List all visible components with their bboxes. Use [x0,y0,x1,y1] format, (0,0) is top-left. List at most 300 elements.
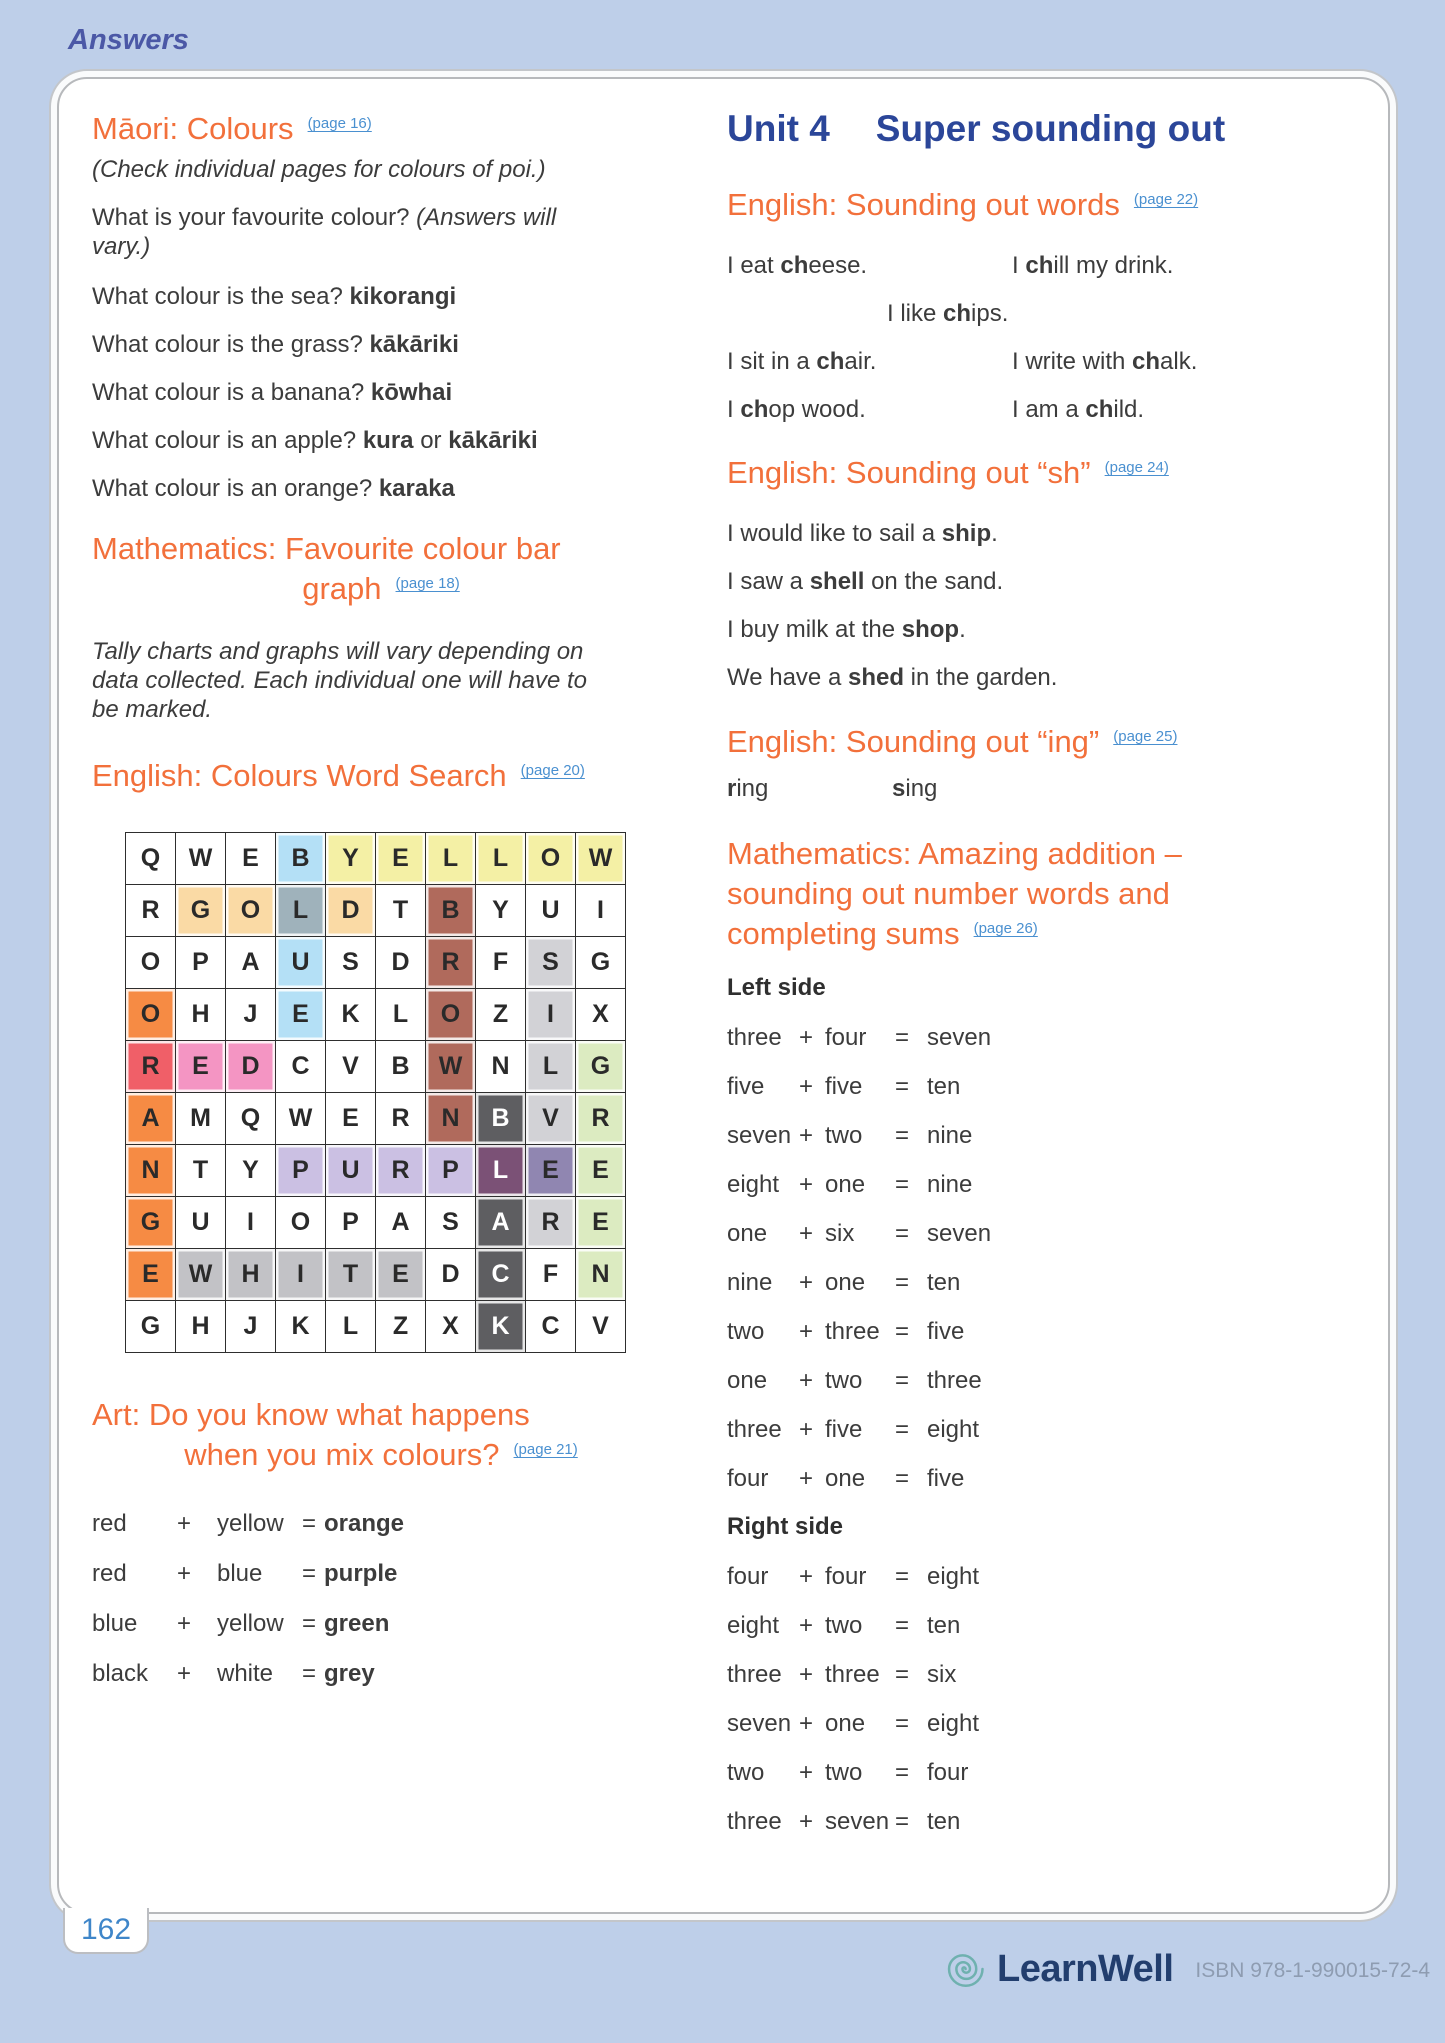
ws-cell: W [176,1249,226,1301]
ing-word [727,774,892,804]
page-number-tab: 162 [63,1908,149,1954]
sounding-words-heading-text: English: Sounding out words [727,187,1120,222]
ws-row [126,1301,626,1353]
ws-cell: A [226,937,276,989]
sh-sentence [727,567,1359,596]
unit-label: Unit 4 [727,108,830,149]
ws-cell: P [426,1145,476,1197]
ws-cell: D [326,885,376,937]
ws-cell: R [376,1145,426,1197]
ws-row [126,989,626,1041]
sum-b: two [825,1367,863,1394]
text-segment: What colour is the grass? [92,331,370,358]
mix-eq: = [302,1510,317,1537]
ws-cell: V [326,1041,376,1093]
ws-cell: F [476,937,526,989]
mix-b: blue [217,1560,263,1587]
ws-cell: E [576,1197,626,1249]
ws-cell: T [376,885,426,937]
ws-cell: E [226,833,276,885]
sum-eq: = [895,1171,910,1198]
ws-cell: U [276,937,326,989]
sum-row [727,1268,1359,1297]
sentence [1012,251,1359,281]
sum-c: three [927,1367,982,1394]
text-segment: What colour is an apple? [92,427,363,454]
text-segment: I [727,396,741,423]
text-segment: ing [736,775,769,802]
text-segment: I would like to sail a [727,520,942,547]
ing-word [892,775,937,802]
sum-a: four [727,1465,769,1492]
sum-c: nine [927,1122,973,1149]
unit-title: Super sounding out [875,108,1226,149]
ws-cell: G [176,885,226,937]
favourite-question [92,203,597,261]
ws-cell: R [126,1041,176,1093]
ws-cell: I [576,885,626,937]
ws-cell: R [376,1093,426,1145]
sum-eq: = [895,1759,910,1786]
ws-cell: S [526,937,576,989]
text-segment: ch [943,300,972,327]
sum-row [727,1219,1359,1248]
page-21-link[interactable]: (page 21) [513,1441,578,1458]
sum-c: seven [927,1024,992,1051]
sum-b: two [825,1612,863,1639]
ws-row [126,833,626,885]
mix-a: red [92,1510,127,1537]
sum-row [727,1170,1359,1199]
sum-eq: = [895,1808,910,1835]
sum-op: + [799,1416,814,1443]
ws-cell: R [126,885,176,937]
mix-c: purple [324,1560,398,1587]
unit-heading [727,107,1359,151]
sum-b: five [825,1073,863,1100]
sum-op: + [799,1710,814,1737]
sum-a: two [727,1318,765,1345]
sum-eq: = [895,1269,910,1296]
text-segment: ch [1025,252,1054,279]
page-16-link[interactable]: (page 16) [307,115,372,132]
ws-cell: F [526,1249,576,1301]
sum-op: + [799,1122,814,1149]
ws-cell: O [276,1197,326,1249]
sounding-sh-list [727,519,1359,692]
ws-cell: O [226,885,276,937]
text-segment: kākāriki [369,331,459,358]
ws-cell: Y [226,1145,276,1197]
word-search-heading-text: English: Colours Word Search [92,758,507,793]
ws-cell: X [426,1301,476,1353]
ws-cell: P [176,937,226,989]
ws-cell: E [326,1093,376,1145]
ws-row [126,937,626,989]
ws-cell: P [326,1197,376,1249]
text-segment: I buy milk at the [727,616,902,643]
colour-mix-row [92,1609,670,1638]
sounding-words-row [727,299,1359,329]
ws-cell: G [576,937,626,989]
isbn-text: ISBN 978-1-990015-72-4 [1195,1959,1431,1982]
ws-cell: I [526,989,576,1041]
sum-a: three [727,1416,782,1443]
sh-sentence [727,663,1359,692]
ws-cell: B [376,1041,426,1093]
sounding-ing-heading [727,722,1359,768]
text-segment: on the sand. [864,568,1004,595]
ws-row [126,1093,626,1145]
maori-heading [92,109,670,155]
ws-cell: Y [326,833,376,885]
sentence [887,300,1008,327]
ws-row [126,1197,626,1249]
ws-cell: H [226,1249,276,1301]
text-segment: air. [844,348,877,375]
ws-cell: O [526,833,576,885]
sum-a: three [727,1024,782,1051]
ws-cell: B [276,833,326,885]
text-segment: kikorangi [349,283,457,310]
colour-qa-line [92,426,670,455]
art-heading-line2: when you mix colours? $^{(page 21)}$ [184,1437,578,1472]
sum-b: five [825,1416,863,1443]
sum-b: two [825,1759,863,1786]
sh-sentence [727,615,1359,644]
mix-op: + [177,1610,192,1637]
colour-mix-row [92,1659,670,1688]
sum-b: seven [825,1808,890,1835]
ws-cell: B [476,1093,526,1145]
text-segment: I sit in a [727,348,817,375]
ws-cell: W [426,1041,476,1093]
sum-a: eight [727,1171,780,1198]
sounding-sh-heading-text: English: Sounding out “sh” [727,455,1091,490]
sum-b: one [825,1269,866,1296]
ws-cell: T [326,1249,376,1301]
sum-c: ten [927,1073,961,1100]
mix-c: grey [324,1660,375,1687]
sums-right-list [727,1562,1359,1836]
sum-a: seven [727,1122,792,1149]
sum-eq: = [895,1465,910,1492]
sh-sentence [727,519,1359,548]
sum-c: eight [927,1710,980,1737]
ws-cell: C [526,1301,576,1353]
sounding-words-row [727,251,1359,281]
ws-cell: L [526,1041,576,1093]
page-25-link[interactable]: (page 25) [1113,728,1178,745]
ws-cell: H [176,989,226,1041]
ws-cell: G [126,1301,176,1353]
sum-a: three [727,1808,782,1835]
ws-cell: E [576,1145,626,1197]
sum-c: five [927,1318,965,1345]
ws-cell: A [476,1197,526,1249]
sum-b: one [825,1171,866,1198]
page-22-link[interactable]: (page 22) [1133,191,1199,208]
ws-cell: E [176,1041,226,1093]
ws-cell: L [376,989,426,1041]
sum-row [727,1023,1359,1052]
ws-cell: N [126,1145,176,1197]
ws-cell: O [126,937,176,989]
text-segment: I [1012,252,1026,279]
ws-cell: J [226,989,276,1041]
sum-b: one [825,1465,866,1492]
sum-a: one [727,1367,768,1394]
ws-cell: O [426,989,476,1041]
text-segment: What is your favourite colour? [92,204,417,231]
ws-cell: C [276,1041,326,1093]
sum-eq: = [895,1710,910,1737]
mix-a: blue [92,1610,138,1637]
ing-words-row [727,774,1359,804]
ws-cell: E [376,1249,426,1301]
sum-op: + [799,1612,814,1639]
sum-row [727,1611,1359,1640]
mix-eq: = [302,1660,317,1687]
sum-eq: = [895,1661,910,1688]
text-segment: kōwhai [370,379,453,406]
colour-mix-row [92,1509,670,1538]
sum-row [727,1464,1359,1493]
ws-cell: E [526,1145,576,1197]
sum-c: ten [927,1612,961,1639]
ws-cell: E [376,833,426,885]
sum-a: two [727,1759,765,1786]
text-segment: ips. [971,300,1009,327]
sum-b: two [825,1122,863,1149]
ws-cell: D [226,1041,276,1093]
sum-eq: = [895,1416,910,1443]
sum-row [727,1366,1359,1395]
ws-cell: Q [226,1093,276,1145]
sum-eq: = [895,1073,910,1100]
sum-row [727,1807,1359,1836]
ws-cell: L [326,1301,376,1353]
ws-cell: L [476,1145,526,1197]
amazing-addition-line3: completing sums $^{(page 26)}$ [727,916,1038,951]
ws-cell: D [426,1249,476,1301]
sum-eq: = [895,1024,910,1051]
text-segment: . [959,616,966,643]
sum-c: seven [927,1220,992,1247]
text-segment: I am a [1012,396,1086,423]
publisher-footer [941,1946,1430,1992]
colour-qa-line [92,330,670,359]
right-side-label: Right side [727,1513,844,1540]
ws-cell: R [426,937,476,989]
answers-card [57,77,1390,1914]
mix-op: + [177,1560,192,1587]
left-side-label: Left side [727,974,826,1001]
text-segment: kura [362,427,414,454]
page-24-link[interactable]: (page 24) [1104,459,1169,476]
sum-a: seven [727,1710,792,1737]
sentence [727,347,1012,377]
amazing-addition-heading [727,834,1359,960]
sum-b: four [825,1563,867,1590]
text-segment: shed [847,664,904,691]
sum-a: one [727,1220,768,1247]
text-segment: What colour is the sea? [92,283,350,310]
colour-mix-row [92,1559,670,1588]
ws-cell: S [426,1197,476,1249]
sum-c: ten [927,1808,961,1835]
sum-eq: = [895,1122,910,1149]
sum-op: + [799,1073,814,1100]
page-18-link[interactable]: (page 18) [395,575,460,592]
sum-eq: = [895,1318,910,1345]
ws-cell: Y [476,885,526,937]
sounding-ing-heading-text: English: Sounding out “ing” [727,724,1100,759]
ws-cell: X [576,989,626,1041]
sum-c: ten [927,1269,961,1296]
sounding-words-heading [727,185,1359,231]
sum-row [727,1660,1359,1689]
text-segment: in the garden. [903,664,1058,691]
sounding-words-row [727,395,1359,425]
text-segment: shop [901,616,960,643]
ws-cell: N [426,1093,476,1145]
sum-row [727,1121,1359,1150]
mix-b: yellow [217,1510,284,1537]
sounding-sh-heading [727,453,1359,499]
sounding-words-row [727,347,1359,377]
learnwell-spiral-icon [941,1946,987,1992]
text-segment: I write with [1012,348,1133,375]
sum-a: nine [727,1269,773,1296]
maori-heading-text: Māori: Colours [92,111,294,146]
sum-op: + [799,1367,814,1394]
colour-mix-list [92,1509,670,1688]
mix-a: red [92,1560,127,1587]
mix-c: orange [324,1510,405,1537]
text-segment: ild. [1113,396,1145,423]
sum-op: + [799,1024,814,1051]
text-segment: ing [905,775,938,802]
right-column [727,95,1359,1856]
sum-row [727,1758,1359,1787]
sum-eq: = [895,1563,910,1590]
ws-cell: J [226,1301,276,1353]
sum-a: eight [727,1612,780,1639]
sum-a: five [727,1073,765,1100]
sum-row [727,1562,1359,1591]
text-segment: ill my drink. [1053,252,1174,279]
colour-qa-line [92,378,670,407]
ws-cell: U [176,1197,226,1249]
ws-cell: L [476,833,526,885]
text-segment: ship [941,520,992,547]
sum-row [727,1709,1359,1738]
ws-row [126,1249,626,1301]
ws-cell: C [476,1249,526,1301]
sum-op: + [799,1661,814,1688]
text-segment: I eat [727,252,781,279]
colour-qa-line [92,282,670,311]
sum-eq: = [895,1612,910,1639]
amazing-addition-line2: sounding out number words and [727,876,1170,911]
text-segment: alk. [1160,348,1198,375]
text-segment: kākāriki [448,427,538,454]
mix-op: + [177,1510,192,1537]
text-segment: op wood. [768,396,866,423]
ws-cell: I [226,1197,276,1249]
text-segment: What colour is a banana? [92,379,371,406]
ws-cell: Q [126,833,176,885]
maori-note: (Check individual pages for colours of poi.) [92,156,546,183]
art-heading [92,1395,670,1481]
ws-cell: O [126,989,176,1041]
text-segment: I like [887,300,944,327]
ws-row [126,1041,626,1093]
colour-qa-list [92,282,670,503]
ws-cell: P [276,1145,326,1197]
text-segment: I saw a [727,568,810,595]
text-segment: (Answers will vary.) [92,204,557,260]
ws-cell: N [576,1249,626,1301]
ws-row [126,1145,626,1197]
mix-eq: = [302,1560,317,1587]
mix-b: yellow [217,1610,284,1637]
sum-op: + [799,1269,814,1296]
page-26-link[interactable]: (page 26) [973,920,1038,937]
art-heading-line1: Art: Do you know what happens [92,1397,530,1432]
sentence [1012,395,1359,425]
ws-cell: K [326,989,376,1041]
text-segment: ch [1132,348,1161,375]
sum-row [727,1072,1359,1101]
sum-row [727,1415,1359,1444]
ws-cell: H [176,1301,226,1353]
ws-cell: M [176,1093,226,1145]
text-segment: . [991,520,998,547]
ws-cell: B [426,885,476,937]
ws-cell: T [176,1145,226,1197]
sum-b: three [825,1318,880,1345]
word-search-heading [92,756,670,802]
ws-cell: W [176,833,226,885]
ws-cell: A [376,1197,426,1249]
mix-a: black [92,1660,149,1687]
ws-cell: U [526,885,576,937]
sounding-words-list [727,251,1359,425]
text-segment: shell [809,568,865,595]
mix-c: green [324,1610,390,1637]
sum-op: + [799,1318,814,1345]
sentence [727,251,1012,281]
ws-cell: K [476,1301,526,1353]
sum-b: four [825,1024,867,1051]
sum-a: four [727,1563,769,1590]
wordsearch-grid [125,832,626,1353]
left-column [92,95,670,1709]
math-bar-graph-heading [92,529,670,615]
text-segment: ch [1085,396,1114,423]
page-20-link[interactable]: (page 20) [520,762,585,779]
ws-cell: W [276,1093,326,1145]
brand-name: LearnWell [997,1947,1174,1990]
text-segment: or [413,427,449,454]
tally-note: Tally charts and graphs will vary depending on data collected. Each individual one will have to be marked. [92,638,587,723]
ws-cell: R [526,1197,576,1249]
text-segment: ch [740,396,769,423]
sum-eq: = [895,1220,910,1247]
amazing-addition-line1: Mathematics: Amazing addition – [727,836,1182,871]
